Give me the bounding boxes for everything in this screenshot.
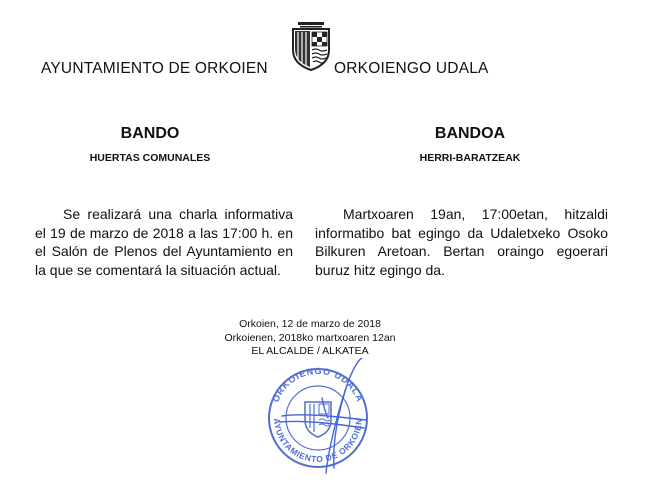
left-column-title: BANDO [120, 125, 180, 142]
footer-signatory: EL ALCALDE / ALKATEA [251, 345, 369, 357]
coat-of-arms-icon [290, 20, 332, 72]
left-column-subtitle: HUERTAS COMUNALES [89, 152, 211, 164]
footer-block [150, 318, 470, 359]
stamp-text-bottom: AYUNTAMIENTO DE ORKOIEN [271, 417, 365, 465]
stamp-shield-icon [305, 402, 331, 437]
footer-date-eu: Orkoienen, 2018ko martxoaren 12an [224, 331, 396, 344]
header-right-title: ORKOIENGO UDALA [334, 60, 489, 77]
left-column-body: Se realizará una charla informativa el 19 de marzo de 2018 a las 17:00 h. en el Salón de Plenos del Ayuntamiento en la que se comentará la situación actual. [35, 206, 293, 278]
official-stamp [262, 358, 372, 478]
right-column-subtitle: HERRI-BARATZEAK [419, 152, 521, 164]
right-column-title: BANDOA [434, 125, 506, 142]
right-column-body: Martxoaren 19an, 17:00etan, hitzaldi informatibo bat egingo da Udaletxeko Osoko Bilkuren Aretoan. Bertan oraingo egoerari buruz hitz egingo da. [315, 206, 608, 278]
footer-date-es: Orkoien, 12 de marzo de 2018 [239, 318, 381, 330]
stamp-text-top: ORKOIENGO UDALA [270, 365, 366, 404]
header-left-title: AYUNTAMIENTO DE ORKOIEN [41, 60, 268, 77]
